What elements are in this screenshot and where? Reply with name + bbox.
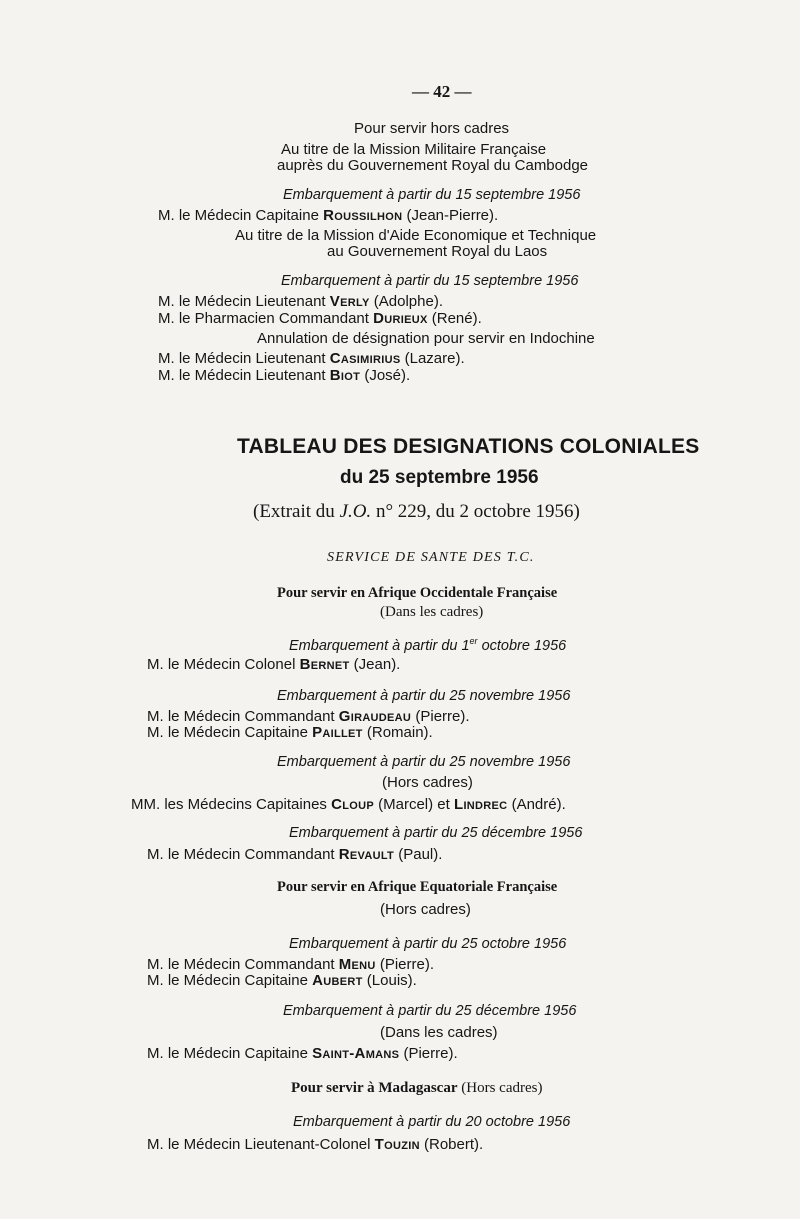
embarquement-line: Embarquement à partir du 25 novembre 1956 <box>277 688 571 704</box>
cadres-note: (Dans les cadres) <box>380 604 484 620</box>
officer-surname: Bernet <box>299 656 350 673</box>
designation-entry: M. le Médecin Lieutenant Casimirius (Lazare). <box>158 350 465 367</box>
mission-cambodge-line-1: Au titre de la Mission Militaire Française <box>281 141 547 158</box>
mission-cambodge-line-2: auprès du Gouvernement Royal du Cambodge <box>277 157 589 174</box>
document-title: TABLEAU DES DESIGNATIONS COLONIALES <box>237 435 700 458</box>
document-date: du 25 septembre 1956 <box>340 467 539 488</box>
cadres-note: (Dans les cadres) <box>380 1024 498 1041</box>
service-heading: SERVICE DE SANTE DES T.C. <box>327 550 535 565</box>
embarquement-line: Embarquement à partir du 15 septembre 1956 <box>281 273 579 289</box>
embarquement-line: Embarquement à partir du 20 octobre 1956 <box>293 1114 571 1130</box>
extrait-reference: (Extrait du J.O. n° 229, du 2 octobre 1956) <box>253 501 580 522</box>
page-number: — 42 — <box>412 82 472 101</box>
designation-entry: M. le Médecin Commandant Giraudeau (Pierre). <box>147 708 470 725</box>
designation-entry: M. le Médecin Lieutenant Biot (José). <box>158 367 411 384</box>
officer-surname: Touzin <box>374 1136 420 1153</box>
officer-surname: Aubert <box>312 972 363 989</box>
officer-surname: Revault <box>338 846 395 863</box>
officer-surname: Lindrec <box>453 796 508 813</box>
designation-entry: M. le Médecin Lieutenant Verly (Adolphe). <box>158 293 443 310</box>
embarquement-line: Embarquement à partir du 1er octobre 1956 <box>289 636 567 654</box>
designation-entry: M. le Médecin Capitaine Saint-Amans (Pierre). <box>147 1045 458 1062</box>
officer-surname: Menu <box>338 956 376 973</box>
embarquement-line: Embarquement à partir du 25 décembre 1956 <box>289 825 583 841</box>
hors-cadres-heading: Pour servir hors cadres <box>354 120 510 137</box>
cadres-note: (Hors cadres) <box>380 901 471 918</box>
mission-laos-line-2: au Gouvernement Royal du Laos <box>327 243 548 260</box>
mission-laos-line-1: Au titre de la Mission d'Aide Economique et Technique <box>235 227 597 244</box>
section-heading-aef: Pour servir en Afrique Equatoriale Française <box>277 879 558 895</box>
embarquement-line: Embarquement à partir du 25 octobre 1956 <box>289 936 567 952</box>
annulation-heading: Annulation de désignation pour servir en Indochine <box>257 330 595 347</box>
designation-entry: M. le Médecin Lieutenant-Colonel Touzin (Robert). <box>147 1136 484 1153</box>
officer-surname: Biot <box>329 367 361 384</box>
designation-entry: M. le Médecin Commandant Revault (Paul). <box>147 846 443 863</box>
officer-surname: Cloup <box>331 796 374 813</box>
officer-surname: Casimirius <box>329 350 401 367</box>
officer-surname: Paillet <box>312 724 363 741</box>
officer-surname: Verly <box>329 293 370 310</box>
designation-entry: M. le Médecin Commandant Menu (Pierre). <box>147 956 435 973</box>
officer-surname: Saint-Amans <box>312 1045 400 1062</box>
designation-entry: MM. les Médecins Capitaines Cloup (Marcel) et Lindrec (André). <box>131 796 566 813</box>
section-heading-madagascar: Pour servir à Madagascar (Hors cadres) <box>291 1080 543 1096</box>
officer-surname: Durieux <box>373 310 428 327</box>
designation-entry: M. le Pharmacien Commandant Durieux (René). <box>158 310 482 327</box>
designation-entry: M. le Médecin Capitaine Roussilhon (Jean-Pierre). <box>158 207 499 224</box>
section-heading-aof: Pour servir en Afrique Occidentale Française <box>277 585 558 601</box>
officer-surname: Roussilhon <box>323 207 403 224</box>
cadres-note: (Hors cadres) <box>382 774 473 791</box>
designation-entry: M. le Médecin Capitaine Paillet (Romain). <box>147 724 433 741</box>
embarquement-line: Embarquement à partir du 15 septembre 1956 <box>283 187 581 203</box>
embarquement-line: Embarquement à partir du 25 novembre 1956 <box>277 754 571 770</box>
designation-entry: M. le Médecin Capitaine Aubert (Louis). <box>147 972 417 989</box>
officer-surname: Giraudeau <box>338 708 412 725</box>
embarquement-line: Embarquement à partir du 25 décembre 1956 <box>283 1003 577 1019</box>
designation-entry: M. le Médecin Colonel Bernet (Jean). <box>147 656 401 673</box>
